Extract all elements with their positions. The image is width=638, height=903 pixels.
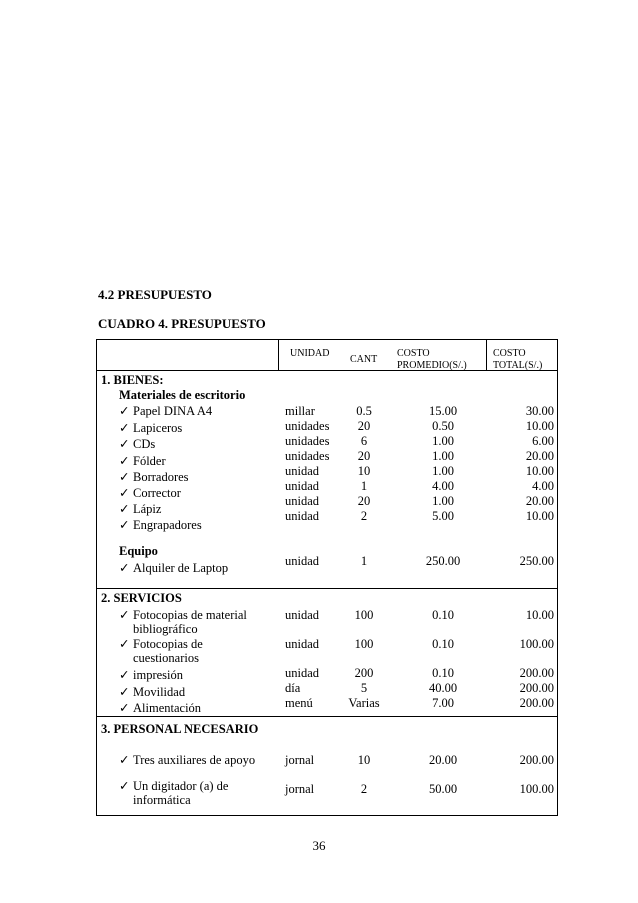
check-icon: ✓ — [119, 486, 130, 500]
item-label: Borradores — [133, 470, 189, 484]
item-avg-cost: 4.00 — [432, 479, 454, 493]
item-unit: unidad — [285, 479, 320, 493]
item-unit: unidad — [285, 509, 320, 523]
header-costo-total-1: COSTO — [493, 348, 526, 359]
item-quantity: 6 — [360, 434, 368, 448]
item-label: Movilidad — [133, 685, 186, 699]
check-icon: ✓ — [119, 404, 130, 418]
header-unidad: UNIDAD — [290, 348, 330, 359]
item-unit: menú — [285, 696, 313, 710]
item-unit: unidad — [285, 554, 320, 568]
item-avg-cost: 7.00 — [432, 696, 454, 710]
item-label-continued: informática — [133, 793, 191, 807]
item-unit: unidad — [285, 637, 320, 651]
item-label: Alimentación — [133, 701, 202, 715]
item-total-cost: 30.00 — [525, 404, 554, 418]
item-label: impresión — [133, 668, 183, 682]
section-bienes-title: 1. BIENES: — [101, 373, 164, 387]
item-avg-cost: 0.10 — [432, 637, 454, 651]
section-bienes-subtitle: Materiales de escritorio — [119, 388, 246, 402]
item-quantity: 20 — [357, 494, 371, 508]
item-unit: unidad — [285, 494, 320, 508]
item-quantity: 100 — [354, 608, 374, 622]
item-label: Un digitador (a) de — [133, 779, 229, 793]
item-unit: unidad — [285, 608, 320, 622]
check-icon: ✓ — [119, 637, 130, 651]
item-quantity: 20 — [357, 449, 371, 463]
check-icon: ✓ — [119, 561, 130, 575]
item-unit: jornal — [285, 753, 315, 767]
check-icon: ✓ — [119, 779, 130, 793]
budget-table — [96, 339, 558, 816]
item-label: Fotocopias de material — [133, 608, 247, 622]
section-personal-title: 3. PERSONAL NECESARIO — [101, 722, 259, 736]
check-icon: ✓ — [119, 454, 130, 468]
item-total-cost: 250.00 — [519, 554, 554, 568]
section-equipo-subtitle: Equipo — [119, 544, 158, 558]
check-icon: ✓ — [119, 421, 130, 435]
section-servicios-title: 2. SERVICIOS — [101, 591, 182, 605]
item-total-cost: 20.00 — [525, 449, 554, 463]
item-avg-cost: 250.00 — [425, 554, 461, 568]
item-label: Lapiceros — [133, 421, 183, 435]
item-avg-cost: 40.00 — [428, 681, 458, 695]
check-icon: ✓ — [119, 753, 130, 767]
item-label: Fotocopias de — [133, 637, 203, 651]
check-icon: ✓ — [119, 608, 130, 622]
item-avg-cost: 50.00 — [428, 782, 458, 796]
check-icon: ✓ — [119, 701, 130, 715]
check-icon: ✓ — [119, 502, 130, 516]
item-label: Alquiler de Laptop — [133, 561, 229, 575]
item-avg-cost: 1.00 — [432, 434, 454, 448]
item-unit: unidades — [285, 419, 330, 433]
item-quantity: 1 — [360, 554, 368, 568]
item-quantity: 10 — [357, 464, 371, 478]
item-unit: unidad — [285, 464, 320, 478]
item-label-continued: bibliográfico — [133, 622, 198, 636]
item-quantity: 5 — [360, 681, 368, 695]
item-total-cost: 6.00 — [532, 434, 554, 448]
item-avg-cost: 1.00 — [432, 464, 454, 478]
col-divider-1 — [278, 340, 279, 370]
item-avg-cost: 0.50 — [432, 419, 454, 433]
section-divider-1 — [97, 588, 557, 589]
item-avg-cost: 0.10 — [432, 666, 454, 680]
item-label: Engrapadores — [133, 518, 202, 532]
item-unit: día — [285, 681, 301, 695]
item-total-cost: 10.00 — [525, 509, 554, 523]
item-total-cost: 10.00 — [525, 608, 554, 622]
item-label: Fólder — [133, 454, 166, 468]
item-avg-cost: 15.00 — [428, 404, 458, 418]
item-avg-cost: 0.10 — [432, 608, 454, 622]
item-total-cost: 100.00 — [519, 637, 554, 651]
table-title: CUADRO 4. PRESUPUESTO — [98, 316, 266, 331]
col-divider-2 — [486, 340, 487, 370]
header-costo-prom-2: PROMEDIO(S/.) — [397, 360, 467, 371]
item-quantity: 100 — [354, 637, 374, 651]
item-total-cost: 200.00 — [519, 681, 554, 695]
item-label: Tres auxiliares de apoyo — [133, 753, 256, 767]
header-cant: CANT — [350, 354, 378, 365]
item-total-cost: 200.00 — [519, 753, 554, 767]
item-quantity: 10 — [357, 753, 371, 767]
item-quantity: 200 — [354, 666, 374, 680]
item-quantity: 2 — [360, 782, 368, 796]
item-total-cost: 10.00 — [525, 419, 554, 433]
item-total-cost: 100.00 — [519, 782, 554, 796]
item-total-cost: 10.00 — [525, 464, 554, 478]
item-quantity: 2 — [360, 509, 368, 523]
item-total-cost: 200.00 — [519, 696, 554, 710]
item-label: Lápiz — [133, 502, 162, 516]
section-divider-2 — [97, 716, 557, 717]
item-unit: unidad — [285, 666, 320, 680]
section-title: 4.2 PRESUPUESTO — [98, 287, 212, 302]
item-label: CDs — [133, 437, 156, 451]
item-avg-cost: 1.00 — [432, 449, 454, 463]
item-quantity: 1 — [360, 479, 368, 493]
item-total-cost: 4.00 — [532, 479, 554, 493]
check-icon: ✓ — [119, 437, 130, 451]
page-number: 36 — [312, 838, 326, 853]
item-label: Corrector — [133, 486, 181, 500]
item-avg-cost: 5.00 — [432, 509, 454, 523]
check-icon: ✓ — [119, 470, 130, 484]
item-avg-cost: 20.00 — [428, 753, 458, 767]
header-costo-total-2: TOTAL(S/.) — [493, 360, 543, 371]
item-quantity: Varias — [348, 696, 380, 710]
item-total-cost: 200.00 — [519, 666, 554, 680]
item-total-cost: 20.00 — [525, 494, 554, 508]
item-unit: unidades — [285, 449, 330, 463]
header-costo-prom-1: COSTO — [397, 348, 430, 359]
item-label: Papel DINA A4 — [133, 404, 213, 418]
item-avg-cost: 1.00 — [432, 494, 454, 508]
item-unit: unidades — [285, 434, 330, 448]
check-icon: ✓ — [119, 668, 130, 682]
header-divider — [97, 370, 557, 371]
item-quantity: 20 — [357, 419, 371, 433]
check-icon: ✓ — [119, 685, 130, 699]
item-unit: jornal — [285, 782, 315, 796]
item-quantity: 0.5 — [356, 404, 372, 418]
check-icon: ✓ — [119, 518, 130, 532]
item-unit: millar — [285, 404, 315, 418]
item-label-continued: cuestionarios — [133, 651, 199, 665]
